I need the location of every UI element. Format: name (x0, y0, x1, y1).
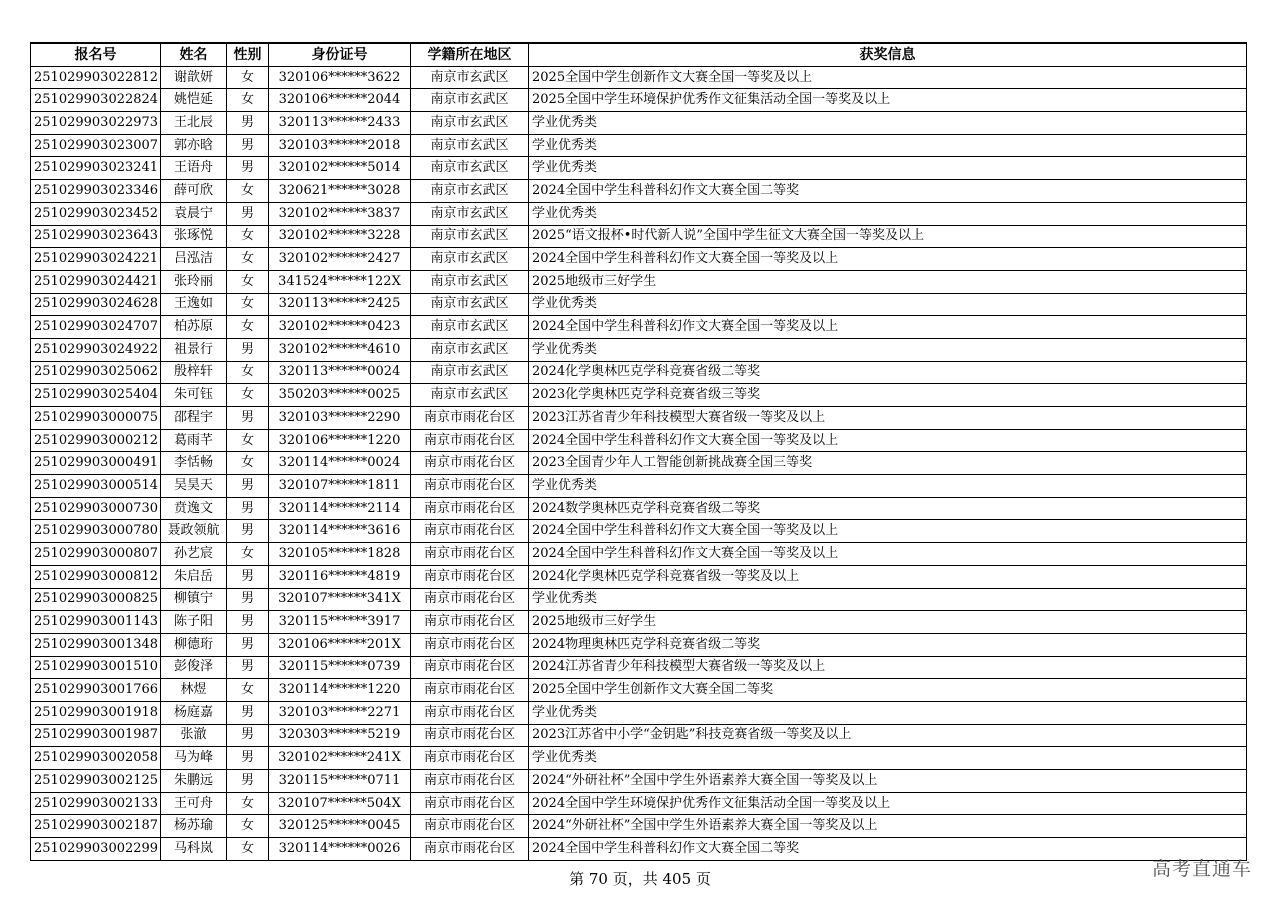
cell-gender: 女 (227, 543, 269, 566)
cell-region: 南京市雨花台区 (411, 656, 529, 679)
cell-name: 袁晨宁 (161, 202, 227, 225)
cell-name: 马科岚 (161, 838, 227, 861)
cell-id-number: 320113******2433 (269, 112, 411, 135)
cell-gender: 女 (227, 384, 269, 407)
cell-award-info: 2025全国中学生环境保护优秀作文征集活动全国一等奖及以上 (529, 89, 1247, 112)
cell-name: 柳德珩 (161, 633, 227, 656)
cell-region: 南京市玄武区 (411, 316, 529, 339)
cell-registration-no: 251029903023346 (31, 180, 161, 203)
cell-region: 南京市雨花台区 (411, 611, 529, 634)
cell-region: 南京市玄武区 (411, 248, 529, 271)
cell-region: 南京市雨花台区 (411, 429, 529, 452)
cell-registration-no: 251029903000491 (31, 452, 161, 475)
table-row (31, 270, 1247, 293)
cell-gender: 男 (227, 520, 269, 543)
table-row (31, 724, 1247, 747)
cell-award-info: 学业优秀类 (529, 747, 1247, 770)
cell-region: 南京市玄武区 (411, 293, 529, 316)
table-row (31, 293, 1247, 316)
cell-award-info: 2023化学奥林匹克学科竞赛省级三等奖 (529, 384, 1247, 407)
table-row (31, 202, 1247, 225)
cell-gender: 男 (227, 747, 269, 770)
table-row (31, 520, 1247, 543)
cell-id-number: 320113******0024 (269, 361, 411, 384)
cell-name: 杨庭嘉 (161, 701, 227, 724)
cell-id-number: 320103******2290 (269, 407, 411, 430)
cell-name: 李恬畅 (161, 452, 227, 475)
table-row (31, 701, 1247, 724)
cell-gender: 女 (227, 293, 269, 316)
cell-registration-no: 251029903002133 (31, 792, 161, 815)
cell-award-info: 2024化学奥林匹克学科竞赛省级一等奖及以上 (529, 565, 1247, 588)
table-row (31, 565, 1247, 588)
award-table (30, 42, 1247, 861)
cell-name: 谢歆妍 (161, 66, 227, 89)
cell-region: 南京市玄武区 (411, 66, 529, 89)
cell-id-number: 320125******0045 (269, 815, 411, 838)
cell-award-info: 2025全国中学生创新作文大赛全国一等奖及以上 (529, 66, 1247, 89)
cell-id-number: 320106******2044 (269, 89, 411, 112)
cell-name: 王北辰 (161, 112, 227, 135)
cell-id-number: 320114******2114 (269, 497, 411, 520)
cell-award-info: 2024“外研社杯”全国中学生外语素养大赛全国一等奖及以上 (529, 770, 1247, 793)
cell-name: 薛可欣 (161, 180, 227, 203)
cell-registration-no: 251029903000730 (31, 497, 161, 520)
header-region: 学籍所在地区 (411, 43, 529, 66)
table-header (31, 43, 1247, 66)
cell-region: 南京市雨花台区 (411, 701, 529, 724)
cell-region: 南京市雨花台区 (411, 747, 529, 770)
cell-name: 邵程宇 (161, 407, 227, 430)
cell-award-info: 学业优秀类 (529, 112, 1247, 135)
cell-gender: 女 (227, 679, 269, 702)
cell-region: 南京市雨花台区 (411, 565, 529, 588)
cell-award-info: 2024物理奥林匹克学科竞赛省级二等奖 (529, 633, 1247, 656)
cell-region: 南京市玄武区 (411, 89, 529, 112)
header-gender: 性别 (227, 43, 269, 66)
cell-gender: 女 (227, 838, 269, 861)
cell-registration-no: 251029903023643 (31, 225, 161, 248)
cell-registration-no: 251029903022824 (31, 89, 161, 112)
cell-region: 南京市雨花台区 (411, 679, 529, 702)
cell-name: 陈子阳 (161, 611, 227, 634)
cell-registration-no: 251029903000780 (31, 520, 161, 543)
cell-name: 王语舟 (161, 157, 227, 180)
cell-gender: 女 (227, 429, 269, 452)
cell-gender: 女 (227, 452, 269, 475)
cell-gender: 女 (227, 225, 269, 248)
cell-gender: 男 (227, 588, 269, 611)
cell-name: 祖景行 (161, 338, 227, 361)
cell-registration-no: 251029903002125 (31, 770, 161, 793)
cell-award-info: 学业优秀类 (529, 338, 1247, 361)
table-row (31, 338, 1247, 361)
cell-id-number: 320621******3028 (269, 180, 411, 203)
cell-gender: 男 (227, 407, 269, 430)
cell-gender: 女 (227, 361, 269, 384)
cell-region: 南京市玄武区 (411, 180, 529, 203)
cell-award-info: 学业优秀类 (529, 157, 1247, 180)
table-row (31, 679, 1247, 702)
cell-award-info: 2025全国中学生创新作文大赛全国二等奖 (529, 679, 1247, 702)
cell-registration-no: 251029903024707 (31, 316, 161, 339)
cell-registration-no: 251029903000075 (31, 407, 161, 430)
table-row (31, 157, 1247, 180)
cell-gender: 男 (227, 475, 269, 498)
cell-award-info: 2024全国中学生科普科幻作文大赛全国一等奖及以上 (529, 543, 1247, 566)
cell-name: 张玲丽 (161, 270, 227, 293)
cell-registration-no: 251029903000825 (31, 588, 161, 611)
cell-registration-no: 251029903023007 (31, 134, 161, 157)
cell-award-info: 2024江苏省青少年科技模型大赛省级一等奖及以上 (529, 656, 1247, 679)
cell-award-info: 2023江苏省中小学“金钥匙”科技竞赛省级一等奖及以上 (529, 724, 1247, 747)
cell-region: 南京市雨花台区 (411, 543, 529, 566)
cell-region: 南京市玄武区 (411, 270, 529, 293)
cell-region: 南京市雨花台区 (411, 588, 529, 611)
table-row (31, 792, 1247, 815)
table-row (31, 475, 1247, 498)
cell-name: 葛雨芊 (161, 429, 227, 452)
cell-region: 南京市雨花台区 (411, 770, 529, 793)
cell-name: 贲逸文 (161, 497, 227, 520)
cell-registration-no: 251029903001987 (31, 724, 161, 747)
cell-id-number: 320114******0024 (269, 452, 411, 475)
cell-name: 马为峰 (161, 747, 227, 770)
cell-registration-no: 251029903024628 (31, 293, 161, 316)
header-name: 姓名 (161, 43, 227, 66)
cell-registration-no: 251029903022812 (31, 66, 161, 89)
cell-registration-no: 251029903000812 (31, 565, 161, 588)
table-row (31, 633, 1247, 656)
table-row (31, 452, 1247, 475)
header-award-info: 获奖信息 (529, 43, 1247, 66)
table-row (31, 656, 1247, 679)
cell-registration-no: 251029903000807 (31, 543, 161, 566)
cell-registration-no: 251029903000514 (31, 475, 161, 498)
cell-registration-no: 251029903001918 (31, 701, 161, 724)
cell-registration-no: 251029903024922 (31, 338, 161, 361)
cell-registration-no: 251029903002058 (31, 747, 161, 770)
cell-id-number: 320102******4610 (269, 338, 411, 361)
cell-gender: 男 (227, 611, 269, 634)
cell-gender: 男 (227, 633, 269, 656)
cell-name: 朱可钰 (161, 384, 227, 407)
header-registration-no: 报名号 (31, 43, 161, 66)
cell-award-info: 2024全国中学生科普科幻作文大赛全国一等奖及以上 (529, 248, 1247, 271)
cell-region: 南京市雨花台区 (411, 815, 529, 838)
cell-name: 吕泓洁 (161, 248, 227, 271)
cell-award-info: 2024全国中学生科普科幻作文大赛全国二等奖 (529, 838, 1247, 861)
cell-award-info: 2025地级市三好学生 (529, 611, 1247, 634)
cell-name: 柳镇宁 (161, 588, 227, 611)
cell-award-info: 2025地级市三好学生 (529, 270, 1247, 293)
cell-gender: 女 (227, 815, 269, 838)
cell-gender: 男 (227, 112, 269, 135)
cell-region: 南京市雨花台区 (411, 452, 529, 475)
cell-gender: 女 (227, 270, 269, 293)
cell-award-info: 2023全国青少年人工智能创新挑战赛全国三等奖 (529, 452, 1247, 475)
cell-gender: 女 (227, 89, 269, 112)
cell-region: 南京市雨花台区 (411, 497, 529, 520)
cell-name: 朱鹏远 (161, 770, 227, 793)
cell-registration-no: 251029903001143 (31, 611, 161, 634)
cell-award-info: 2024“外研社杯”全国中学生外语素养大赛全国一等奖及以上 (529, 815, 1247, 838)
cell-id-number: 320113******2425 (269, 293, 411, 316)
cell-gender: 女 (227, 180, 269, 203)
cell-award-info: 2024全国中学生科普科幻作文大赛全国一等奖及以上 (529, 316, 1247, 339)
watermark-text: 高考直通车 (1151, 858, 1252, 880)
cell-name: 王可舟 (161, 792, 227, 815)
cell-id-number: 320115******0739 (269, 656, 411, 679)
cell-registration-no: 251029903024221 (31, 248, 161, 271)
cell-id-number: 320107******341X (269, 588, 411, 611)
cell-name: 彭俊泽 (161, 656, 227, 679)
table-row (31, 407, 1247, 430)
cell-region: 南京市雨花台区 (411, 475, 529, 498)
table-row (31, 316, 1247, 339)
cell-id-number: 320102******0423 (269, 316, 411, 339)
cell-registration-no: 251029903001510 (31, 656, 161, 679)
table-row (31, 838, 1247, 861)
table-row (31, 361, 1247, 384)
table-row (31, 429, 1247, 452)
cell-id-number: 320106******201X (269, 633, 411, 656)
cell-award-info: 2024全国中学生科普科幻作文大赛全国一等奖及以上 (529, 429, 1247, 452)
cell-region: 南京市玄武区 (411, 338, 529, 361)
cell-region: 南京市玄武区 (411, 112, 529, 135)
cell-name: 张琢悦 (161, 225, 227, 248)
table-row (31, 384, 1247, 407)
table-row (31, 248, 1247, 271)
cell-id-number: 341524******122X (269, 270, 411, 293)
cell-name: 姚恺延 (161, 89, 227, 112)
cell-gender: 男 (227, 497, 269, 520)
cell-award-info: 学业优秀类 (529, 588, 1247, 611)
cell-award-info: 学业优秀类 (529, 701, 1247, 724)
cell-name: 孙艺宸 (161, 543, 227, 566)
cell-region: 南京市雨花台区 (411, 520, 529, 543)
cell-id-number: 320106******3622 (269, 66, 411, 89)
table-row (31, 770, 1247, 793)
cell-award-info: 2023江苏省青少年科技模型大赛省级一等奖及以上 (529, 407, 1247, 430)
header-row (31, 43, 1247, 66)
cell-award-info: 学业优秀类 (529, 134, 1247, 157)
table-row (31, 588, 1247, 611)
cell-name: 朱启岳 (161, 565, 227, 588)
cell-id-number: 320116******4819 (269, 565, 411, 588)
table-row (31, 747, 1247, 770)
cell-region: 南京市玄武区 (411, 202, 529, 225)
cell-registration-no: 251029903023241 (31, 157, 161, 180)
cell-region: 南京市雨花台区 (411, 792, 529, 815)
cell-region: 南京市玄武区 (411, 384, 529, 407)
table-row (31, 225, 1247, 248)
cell-award-info: 2024数学奥林匹克学科竞赛省级二等奖 (529, 497, 1247, 520)
cell-registration-no: 251029903024421 (31, 270, 161, 293)
cell-id-number: 320115******3917 (269, 611, 411, 634)
cell-registration-no: 251029903001348 (31, 633, 161, 656)
cell-registration-no: 251029903025062 (31, 361, 161, 384)
cell-region: 南京市雨花台区 (411, 724, 529, 747)
cell-gender: 男 (227, 157, 269, 180)
cell-id-number: 320106******1220 (269, 429, 411, 452)
cell-registration-no: 251029903000212 (31, 429, 161, 452)
cell-name: 聂政领航 (161, 520, 227, 543)
cell-registration-no: 251029903002187 (31, 815, 161, 838)
table-row (31, 611, 1247, 634)
cell-id-number: 320114******3616 (269, 520, 411, 543)
page-footer: 第 70 页，共 405 页 (569, 870, 711, 888)
cell-name: 殷梓轩 (161, 361, 227, 384)
table-row (31, 815, 1247, 838)
cell-id-number: 320107******1811 (269, 475, 411, 498)
cell-name: 柏苏原 (161, 316, 227, 339)
table-body (31, 66, 1247, 860)
cell-gender: 女 (227, 66, 269, 89)
header-id-number: 身份证号 (269, 43, 411, 66)
cell-award-info: 2024全国中学生环境保护优秀作文征集活动全国一等奖及以上 (529, 792, 1247, 815)
cell-gender: 女 (227, 792, 269, 815)
cell-gender: 男 (227, 656, 269, 679)
cell-id-number: 320107******504X (269, 792, 411, 815)
cell-gender: 男 (227, 565, 269, 588)
table-row (31, 89, 1247, 112)
cell-registration-no: 251029903002299 (31, 838, 161, 861)
cell-region: 南京市玄武区 (411, 157, 529, 180)
cell-name: 杨苏瑜 (161, 815, 227, 838)
cell-registration-no: 251029903025404 (31, 384, 161, 407)
cell-award-info: 学业优秀类 (529, 475, 1247, 498)
cell-award-info: 2025“语文报杯•时代新人说”全国中学生征文大赛全国一等奖及以上 (529, 225, 1247, 248)
table-row (31, 112, 1247, 135)
cell-gender: 男 (227, 724, 269, 747)
cell-region: 南京市玄武区 (411, 134, 529, 157)
cell-award-info: 2024全国中学生科普科幻作文大赛全国二等奖 (529, 180, 1247, 203)
cell-gender: 女 (227, 248, 269, 271)
cell-registration-no: 251029903022973 (31, 112, 161, 135)
cell-name: 张澈 (161, 724, 227, 747)
cell-gender: 女 (227, 316, 269, 339)
cell-award-info: 学业优秀类 (529, 293, 1247, 316)
cell-gender: 男 (227, 770, 269, 793)
cell-gender: 男 (227, 701, 269, 724)
cell-registration-no: 251029903023452 (31, 202, 161, 225)
table-row (31, 66, 1247, 89)
cell-id-number: 320114******1220 (269, 679, 411, 702)
cell-id-number: 350203******0025 (269, 384, 411, 407)
cell-region: 南京市雨花台区 (411, 407, 529, 430)
table-row (31, 180, 1247, 203)
cell-name: 林煜 (161, 679, 227, 702)
cell-id-number: 320103******2271 (269, 701, 411, 724)
cell-region: 南京市雨花台区 (411, 633, 529, 656)
cell-id-number: 320102******5014 (269, 157, 411, 180)
cell-award-info: 2024化学奥林匹克学科竞赛省级二等奖 (529, 361, 1247, 384)
cell-gender: 男 (227, 134, 269, 157)
cell-name: 吴昊天 (161, 475, 227, 498)
cell-id-number: 320303******5219 (269, 724, 411, 747)
cell-name: 王逸如 (161, 293, 227, 316)
cell-id-number: 320115******0711 (269, 770, 411, 793)
cell-region: 南京市玄武区 (411, 361, 529, 384)
cell-id-number: 320102******241X (269, 747, 411, 770)
cell-id-number: 320114******0026 (269, 838, 411, 861)
cell-gender: 男 (227, 338, 269, 361)
cell-id-number: 320102******2427 (269, 248, 411, 271)
cell-region: 南京市玄武区 (411, 225, 529, 248)
cell-award-info: 2024全国中学生科普科幻作文大赛全国一等奖及以上 (529, 520, 1247, 543)
table-row (31, 134, 1247, 157)
cell-id-number: 320102******3837 (269, 202, 411, 225)
cell-registration-no: 251029903001766 (31, 679, 161, 702)
cell-id-number: 320102******3228 (269, 225, 411, 248)
cell-id-number: 320103******2018 (269, 134, 411, 157)
cell-award-info: 学业优秀类 (529, 202, 1247, 225)
cell-id-number: 320105******1828 (269, 543, 411, 566)
table-row (31, 543, 1247, 566)
table-row (31, 497, 1247, 520)
cell-gender: 男 (227, 202, 269, 225)
cell-name: 郭亦晗 (161, 134, 227, 157)
cell-region: 南京市雨花台区 (411, 838, 529, 861)
